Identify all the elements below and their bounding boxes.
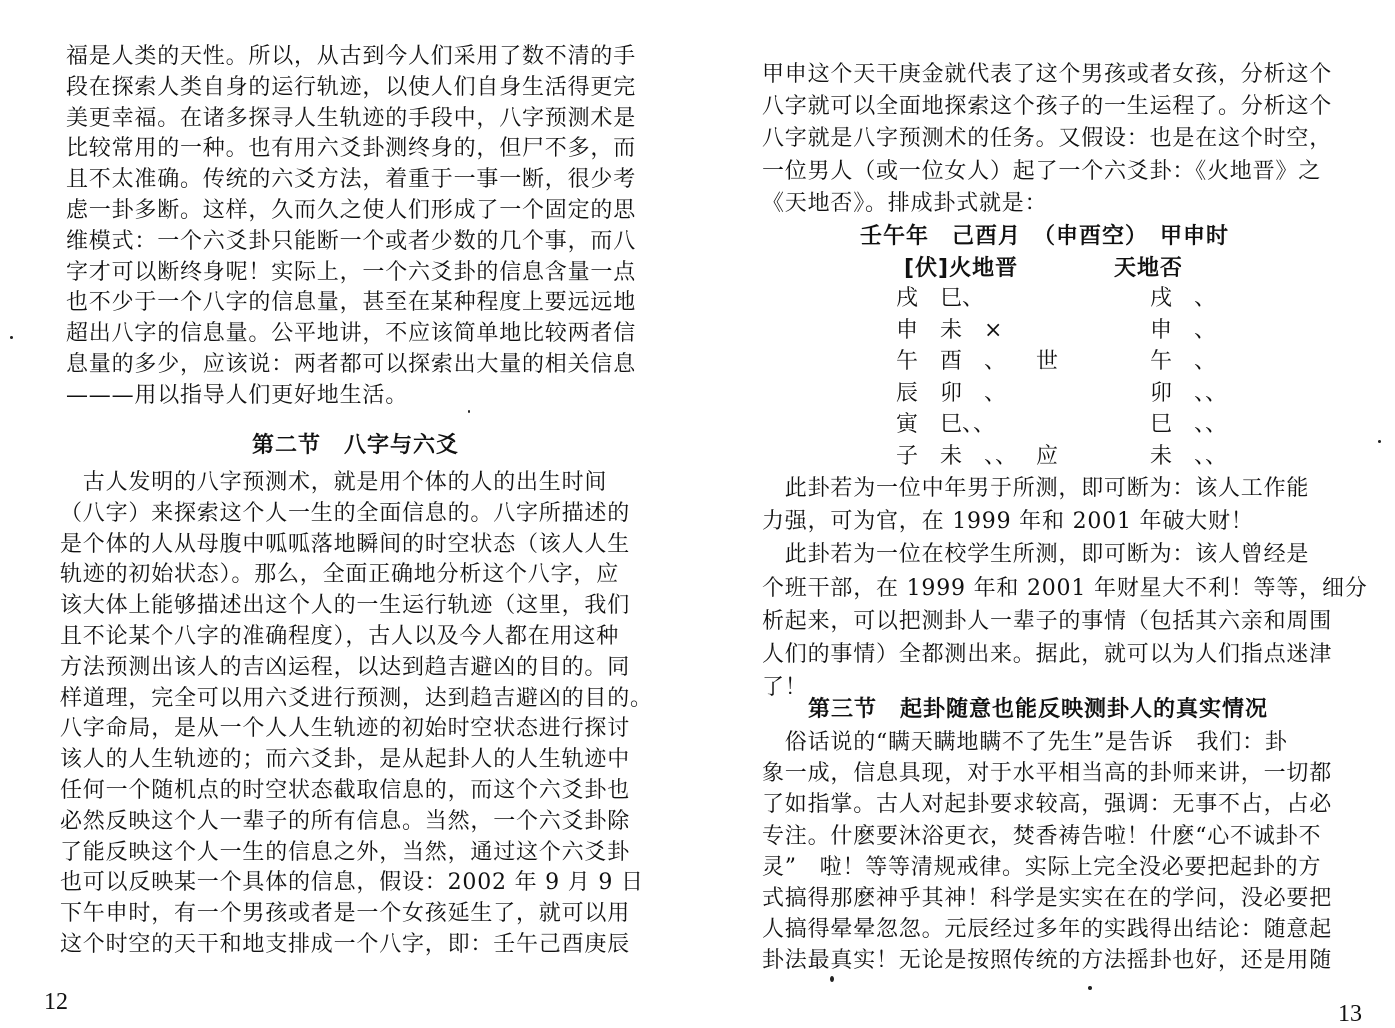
left-paragraph-2-line: 八字命局，是从一个人人生轨迹的初始时空状态进行探讨 [60,716,631,742]
right-paragraph-3-line: 式搞得那麽神乎其神！科学是实实在在的学问，没必要把 [762,886,1333,911]
scan-speck [1088,986,1092,990]
left-paragraph-2-line: 该人的人生轨迹的；而六爻卦，是从起卦人的人生轨迹中 [60,747,631,773]
gua-row [896,412,1236,438]
left-paragraph-1-line: 虑一卦多断。这样，久而久之使人们形成了一个固定的思 [66,198,637,223]
left-paragraph-1-line: 字才可以断终身呢！实际上，一个六爻卦的信息含量一点 [66,259,637,285]
gua-line-left: 戌 巳、 [896,286,985,311]
gua-line-left: 辰 卯 、 [896,380,1007,406]
gua-row [896,444,1236,470]
left-paragraph-2-line: 该大体上能够描述出这个人的一生运行轨迹（这里，我们 [60,593,631,619]
left-paragraph-1-line: 美更幸福。在诸多探寻人生轨迹的手段中，八字预测术是 [66,105,637,131]
right-paragraph-3-line: 灵” 啦！等等清规戒律。实际上完全没必要把起卦的方 [762,854,1322,880]
left-paragraph-1-line: 且不太准确。传统的六爻方法，着重于一事一断，很少考 [66,167,637,193]
right-paragraph-1-line: 《天地否》。排成卦式就是： [762,190,1048,216]
left-paragraph-2-line: 样道理，完全可以用六爻进行预测，达到趋吉避凶的目的。 [60,685,653,711]
right-paragraph-3-line: 象一成，信息具现，对于水平相当高的卦师来讲，一切都 [762,761,1333,787]
gua-row [896,286,1236,312]
gua-line-left: 午 酉 、 [896,349,1007,374]
gua-row [896,349,1236,375]
gua-row [896,381,1236,407]
left-paragraph-2-line: （八字）来探索这个人一生的全面信息的。八字所描述的 [60,500,631,526]
gua-line-marker: 世 [1036,349,1059,374]
scan-speck [468,410,470,413]
right-paragraph-2-line: 此卦若为一位中年男于所测，即可断为：该人工作能 [762,476,1310,501]
section-heading-3: 第三节 起卦随意也能反映测卦人的真实情况 [808,697,1269,722]
gua-line-right: 巳 、、 [1150,412,1228,437]
left-paragraph-1-line: ———用以指导人们更好地生活。 [66,382,409,408]
left-paragraph-2-line: 任何一个随机点的时空状态截取信息的，而这个六爻卦也 [60,778,631,803]
left-paragraph-2-line: 必然反映这个人一辈子的所有信息。当然，一个六爻卦除 [60,808,631,834]
right-paragraph-2-line: 力强，可为官，在 1999 年和 2001 年破大财！ [762,509,1254,535]
left-paragraph-2-line: 下午申时，有一个男孩或者是一个女孩延生了，就可以用 [60,901,631,927]
left-paragraph-2-line: 方法预测出该人的吉凶运程，以达到趋吉避凶的目的。同 [60,654,631,680]
section-heading-2: 第二节 八字与六爻 [252,433,460,458]
page-number-left: 12 [44,989,68,1015]
gua-line-left: 申 未 × [896,317,1003,343]
left-paragraph-1-line: 维模式：一个六爻卦只能断一个或者少数的几个事，而八 [66,228,637,254]
right-paragraph-3-line: 卦法最真实！无论是按照传统的方法摇卦也好，还是用随 [762,948,1333,974]
right-paragraph-3-line: 人搞得晕晕忽忽。元辰经过多年的实践得出结论：随意起 [762,917,1333,943]
right-paragraph-3-line: 专注。什麽要沐浴更衣，焚香祷告啦！什麽“心不诚卦不 [762,823,1322,849]
left-paragraph-1-line: 福是人类的天性。所以，从古到今人们采用了数不清的手 [66,44,637,69]
right-page [700,0,1395,1027]
right-paragraph-2-line: 此卦若为一位在校学生所测，即可断为：该人曾经是 [762,542,1310,568]
scan-speck [830,976,834,982]
right-paragraph-1-line: 一位男人（或一位女人）起了一个六爻卦：《火地晋》之 [762,158,1322,184]
left-paragraph-2-line: 这个时空的天干和地支排成一个八字，即：壬午己酉庚辰 [60,932,631,957]
scan-speck [10,336,13,339]
left-page [0,0,700,1021]
right-paragraph-1-line: 八字就可以全面地探索这个孩子的一生运程了。分析这个 [762,94,1333,120]
gua-row [896,318,1236,344]
left-paragraph-2-line: 轨迹的初始状态）。那么，全面正确地分析这个八字，应 [60,562,620,588]
gua-right-title: 天地否 [1114,256,1184,281]
gua-line-left: 寅 巳、、 [896,412,996,437]
left-paragraph-2-line: 也可以反映某一个具体的信息，假设：2002 年 9 月 9 日 [60,870,644,896]
right-paragraph-2-line: 了！ [762,675,808,701]
right-paragraph-1-line: 甲申这个天干庚金就代表了这个男孩或者女孩，分析这个 [762,62,1333,87]
right-paragraph-3-line: 俗话说的“瞒天瞒地瞒不了先生”是告诉 我们：卦 [762,730,1288,755]
page-number-right: 13 [1338,1001,1362,1027]
gua-line-left: 子 未 、、 [896,443,1018,469]
gua-line-right: 戌 、 [1150,286,1217,311]
left-paragraph-1-line: 息量的多少，应该说：两者都可以探索出大量的相关信息 [66,352,637,377]
gua-line-right: 午 、 [1150,349,1217,374]
gua-left-title: [伏]火地晋 [904,256,1019,281]
left-paragraph-1-line: 段在探索人类自身的运行轨迹，以使人们自身生活得更完 [66,74,637,100]
right-paragraph-1-line: 八字就是八字预测术的任务。又假设：也是在这个时空， [762,126,1333,152]
scan-speck [1378,440,1381,443]
gua-line-right: 卯 、、 [1150,380,1228,406]
right-paragraph-3-line: 了如指掌。古人对起卦要求较高，强调：无事不占，占必 [762,792,1333,818]
left-paragraph-1-line: 比较常用的一种。也有用六爻卦测终身的，但尸不多，而 [66,136,637,162]
left-paragraph-2-line: 古人发明的八字预测术，就是用个体的人的出生时间 [60,470,608,495]
right-paragraph-2-line: 个班干部，在 1999 年和 2001 年财星大不利！等等，细分 [762,575,1368,601]
right-paragraph-2-line: 人们的事情）全都测出来。据此，就可以为人们指点迷津 [762,642,1333,667]
gua-line-right: 未 、、 [1150,443,1228,469]
gua-line-marker: 应 [1036,443,1059,469]
gua-date-line: 壬午年 己酉月 （申酉空） 甲申时 [860,224,1230,249]
gua-line-right: 申 、 [1150,317,1217,343]
left-paragraph-2-line: 且不论某个八字的准确程度），古人以及今人都在用这种 [60,624,620,649]
left-paragraph-1-line: 也不少于一个八字的信息量，甚至在某种程度上要远远地 [66,290,637,316]
right-paragraph-2-line: 析起来，可以把测卦人一辈子的事情（包括其六亲和周围 [762,608,1333,634]
left-paragraph-2-line: 了能反映这个人一生的信息之外，当然，通过这个六爻卦 [60,839,631,865]
left-paragraph-2-line: 是个体的人从母腹中呱呱落地瞬间的时空状态（该人人生 [60,531,631,557]
left-paragraph-1-line: 超出八字的信息量。公平地讲，不应该简单地比较两者信 [66,321,637,347]
